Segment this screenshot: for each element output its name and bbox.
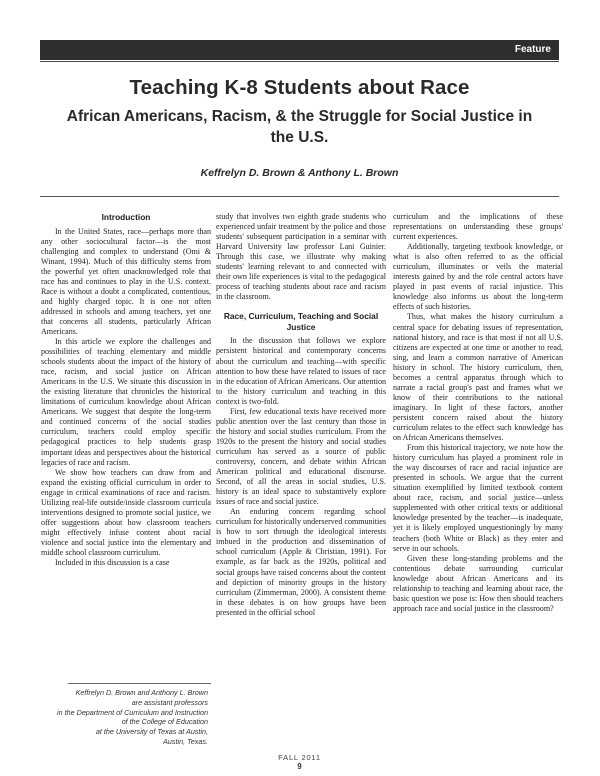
author-note (44, 688, 208, 747)
article-title: Teaching K-8 Students about Race (129, 76, 470, 99)
paragraph: An enduring concern regarding school curriculum for historically underserved communities is how to sort through the ideological interests imbued in the production and dissemination of school curriculum (Apple & Christian, 1991). For example, as far back as the 1920s, political and social groups have raised concerns about the content and depiction of minority groups in the history curriculum (Zimmerman, 2000). A consistent theme in these debates is on how groups have been presented in the official school (216, 507, 386, 617)
paragraph: Included in this discussion is a case (55, 558, 170, 568)
text-column-2 (216, 212, 386, 618)
author-note-line: Keffrelyn D. Brown and Anthony L. Brown (75, 688, 208, 697)
paragraph-continued: study that involves two eighth grade students who experienced unfair treatment by the police and those students' subsequent participation in a seminar with Harvard University law professor Lani Guinier. Through this case, we illustrate why making students' learning relevant to and connected with their own life experiences is vital to the pedagogical process of teaching students about race and racism in the classroom. (216, 212, 386, 302)
author-note-line: are assistant professors (131, 697, 208, 707)
byline-rule (40, 196, 559, 197)
paragraph: We show how teachers can draw from and expand the existing official curriculum in order to engage in critical examinations of race and racism. Utilizing real-life outside/inside classroom curricula interventions designed to promote social justice, we offer suggestions about how classroom teachers might effectively infuse content about racial violence and social justice into the elementary and middle school classroom curriculum. (41, 467, 211, 557)
section-heading-introduction: Introduction (101, 212, 151, 222)
author-note-line: of the College of Education (121, 717, 208, 727)
paragraph: In this article we explore the challenges and possibilities of teaching elementary and middle schools students about the impact of the history of race, racism, and social justice on African Americans in the U.S. We situate this discussion in the existing literature that chronicles the historical limitations of curriculum knowledge about African Americans. We suggest that despite the long-term and continued concerns of the social studies curriculum, teachers could employ specific pedagogical practices to help students grasp important ideas and perspectives about the historical legacies of race and racism. (41, 337, 211, 467)
section-label: Feature (514, 44, 551, 55)
author-note-line: in the Department of Curriculum and Instruction (56, 707, 208, 717)
paragraph: Given these long-standing problems and the contentious debate surrounding curricular knowledge about African Americans and its relationship to teaching and learning about race, the basic question we pose is: How then should teachers approach race and social justice in the classroom? (393, 553, 563, 613)
text-column-1 (41, 212, 211, 568)
header-rule (40, 61, 559, 62)
article-authors: Keffrelyn D. Brown & Anthony L. Brown (200, 167, 399, 179)
paragraph: In the United States, race—perhaps more than any other sociocultural factor—is the most challenging and complex to understand (Omi & Winant, 1994). Much of this difficulty stems from the powerful yet often unacknowledged role that race has and continues to play in the U.S. context. Race is without a doubt a complicated, contentious, and highly charged topic. It is one not often addressed in schools and among teachers, yet one that concerns all students, particularly African Americans. (41, 226, 211, 336)
section-label-bar (40, 40, 559, 60)
paragraph: Additionally, targeting textbook knowledge, or what is also often referred to as the official curriculum, illuminates or veils the material interests gained by and the role central actors have played in past events of racial injustice. This knowledge also informs us about the long-term effects of such histories. (393, 242, 563, 312)
section-heading-race-curriculum: Race, Curriculum, Teaching and Social Justice (223, 311, 379, 332)
page-number: 9 (297, 762, 302, 771)
paragraph: Thus, what makes the history curriculum a central space for debating issues of representation, national history, and race is that most if not all U.S. citizens are expected at one time or another to read, sing, and learn a common narrative of American history in school. The history curriculum, then, becomes a central apparatus through which to narrate a racial group's past and frames what we know of their contributions to the national imaginary. In light of these factors, another persistent concern raised about the history curriculum relates to the effect such knowledge has on African Americans themselves. (393, 312, 563, 443)
author-note-line: at the University of Texas at Austin, (95, 727, 208, 737)
paragraph: In the discussion that follows we explore persistent historical and contemporary concerns about the curriculum and teaching—with specific attention to how these have related to issues of race in the education of African Americans. Our attention to the history curriculum and teaching in this context is two-fold. (216, 336, 386, 406)
paragraph-continued: curriculum and the implications of these representations on understanding these groups' current experiences. (393, 212, 563, 242)
paragraph: First, few educational texts have received more public attention over the last century than those in the history and social studies curriculum. From the 1920s to the present the history and social studies curriculum has served as a source of public controversy, concern, and debate within African American political and educational discourse. Second, of all the areas in social studies, U.S. history is an ideal space to substantively explore issues of race and social justice. (216, 406, 386, 507)
author-note-line: Austin, Texas. (163, 736, 208, 746)
text-column-3 (393, 212, 563, 614)
author-note-rule (68, 683, 211, 684)
footer-issue: FALL 2011 (278, 753, 321, 762)
article-subtitle: African Americans, Racism, & the Struggle for Social Justice in the U.S. (66, 108, 533, 146)
paragraph: From this historical trajectory, we note how the history curriculum has played a prominent role in the way discourses of race and racial injustice are presented in schools. We argue that the current situation exemplified by limited textbook content about race, racism, and social justice—unless supplemented with other critical texts or additional knowledge presented by the teacher—is inadequate, yet it is likely employed unquestioningly by many teachers (both White or Black) as they enter and serve in our schools. (393, 443, 563, 553)
